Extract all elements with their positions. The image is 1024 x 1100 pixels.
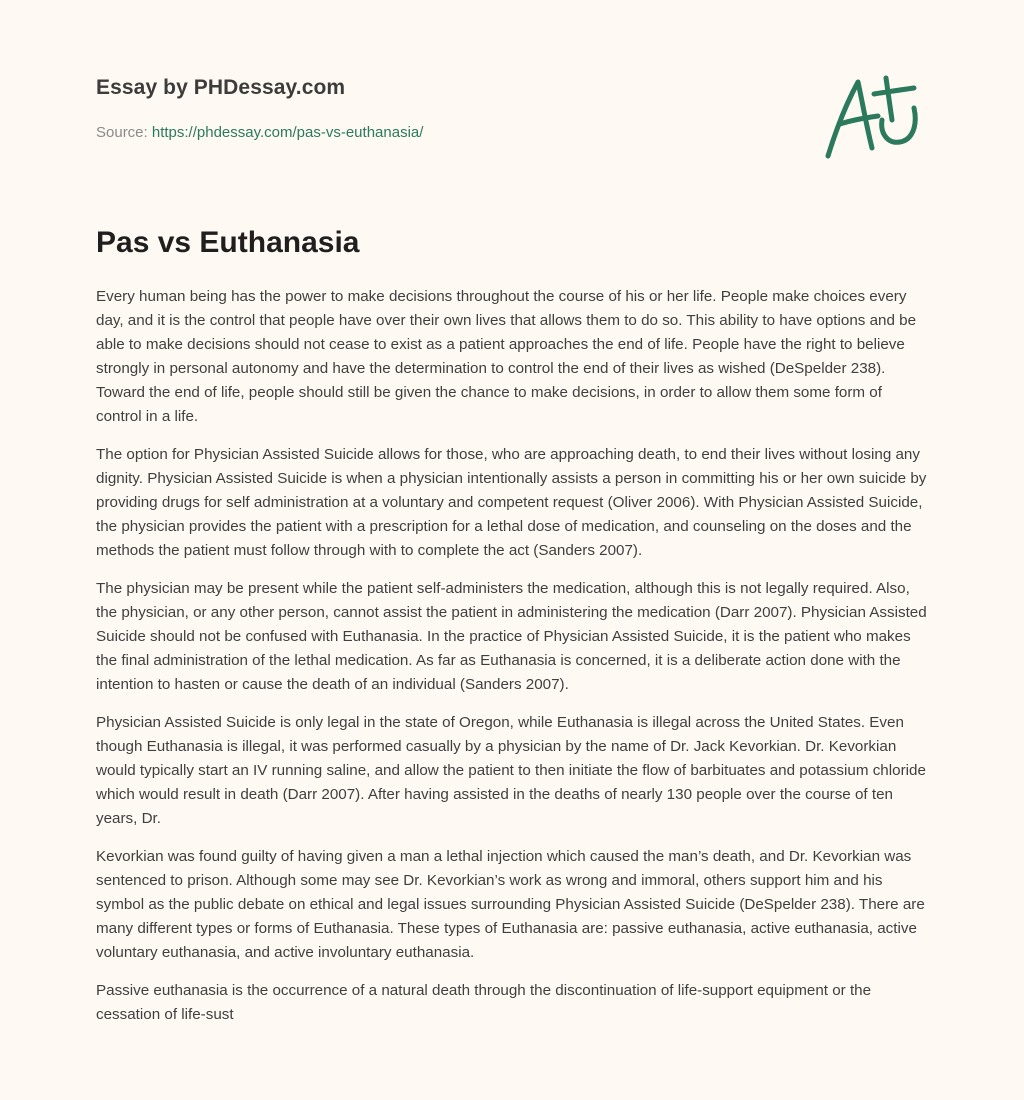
site-title: Essay by PHDessay.com [96,76,346,99]
source-link[interactable]: https://phdessay.com/pas-vs-euthanasia/ [151,124,424,141]
essay-paragraph: Physician Assisted Suicide is only legal in the state of Oregon, while Euthanasia is illegal across the United States. Even though Euthanasia is illegal, it was performed casually by a physician by the name of Dr. Jack Kevorkian. Dr. Kevorkian would typically start an IV running saline, and allow the patient to then initiate the flow of barbituates and potassium chloride which would result in death (Darr 2007). After having assisted in the deaths of nearly 130 people over the course of ten years, Dr. [96,714,926,827]
essay-body [96,285,930,1041]
essay-page [96,0,930,1100]
source-line [96,124,423,141]
essay-paragraph: Every human being has the power to make decisions throughout the course of his or her life. People make choices every day, and it is the control that people have over their own lives that allows them to do so. This ability to have options and be able to make decisions should not cease to exist as a patient approaches the end of life. People have the right to believe strongly in personal autonomy and have the determination to control the end of their lives as wished (DeSpelder 238). Toward the end of life, people should still be given the chance to make decisions, in order to allow them some form of control in a life. [96,288,917,425]
essay-header [96,74,930,174]
essay-paragraph: The option for Physician Assisted Suicide allows for those, who are approaching death, to end their lives without losing any dignity. Physician Assisted Suicide is when a physician intentionally assists a person in committing his or her own suicide by providing drugs for self administration at a voluntary and competent request (Oliver 2006). With Physician Assisted Suicide, the physician provides the patient with a prescription for a lethal dose of medication, and counseling on the doses and the methods the patient must follow through with to complete the act (Sanders 2007). [96,446,927,559]
essay-paragraph: Passive euthanasia is the occurrence of a natural death through the discontinuation of life-support equipment or the cessation of life-sust [96,982,872,1023]
essay-paragraph: The physician may be present while the patient self-administers the medication, although this is not legally required. Also, the physician, or any other person, cannot assist the patient in administering the medication (Darr 2007). Physician Assisted Suicide should not be confused with Euthanasia. In the practice of Physician Assisted Suicide, it is the patient who makes the final administration of the lethal medication. As far as Euthanasia is concerned, it is a deliberate action done with the intention to hasten or cause the death of an individual (Sanders 2007). [96,580,927,693]
essay-paragraph: Kevorkian was found guilty of having given a man a lethal injection which caused the man’s death, and Dr. Kevorkian was sentenced to prison. Although some may see Dr. Kevorkian’s work as wrong and immoral, others support him and his symbol as the public debate on ethical and legal issues surrounding Physician Assisted Suicide (DeSpelder 238). There are many different types or forms of Euthanasia. These types of Euthanasia are: passive euthanasia, active euthanasia, active voluntary euthanasia, and active involuntary euthanasia. [96,848,925,961]
a-plus-logo-icon [822,68,926,164]
source-label: Source: [96,124,148,141]
essay-title: Pas vs Euthanasia [96,226,360,259]
